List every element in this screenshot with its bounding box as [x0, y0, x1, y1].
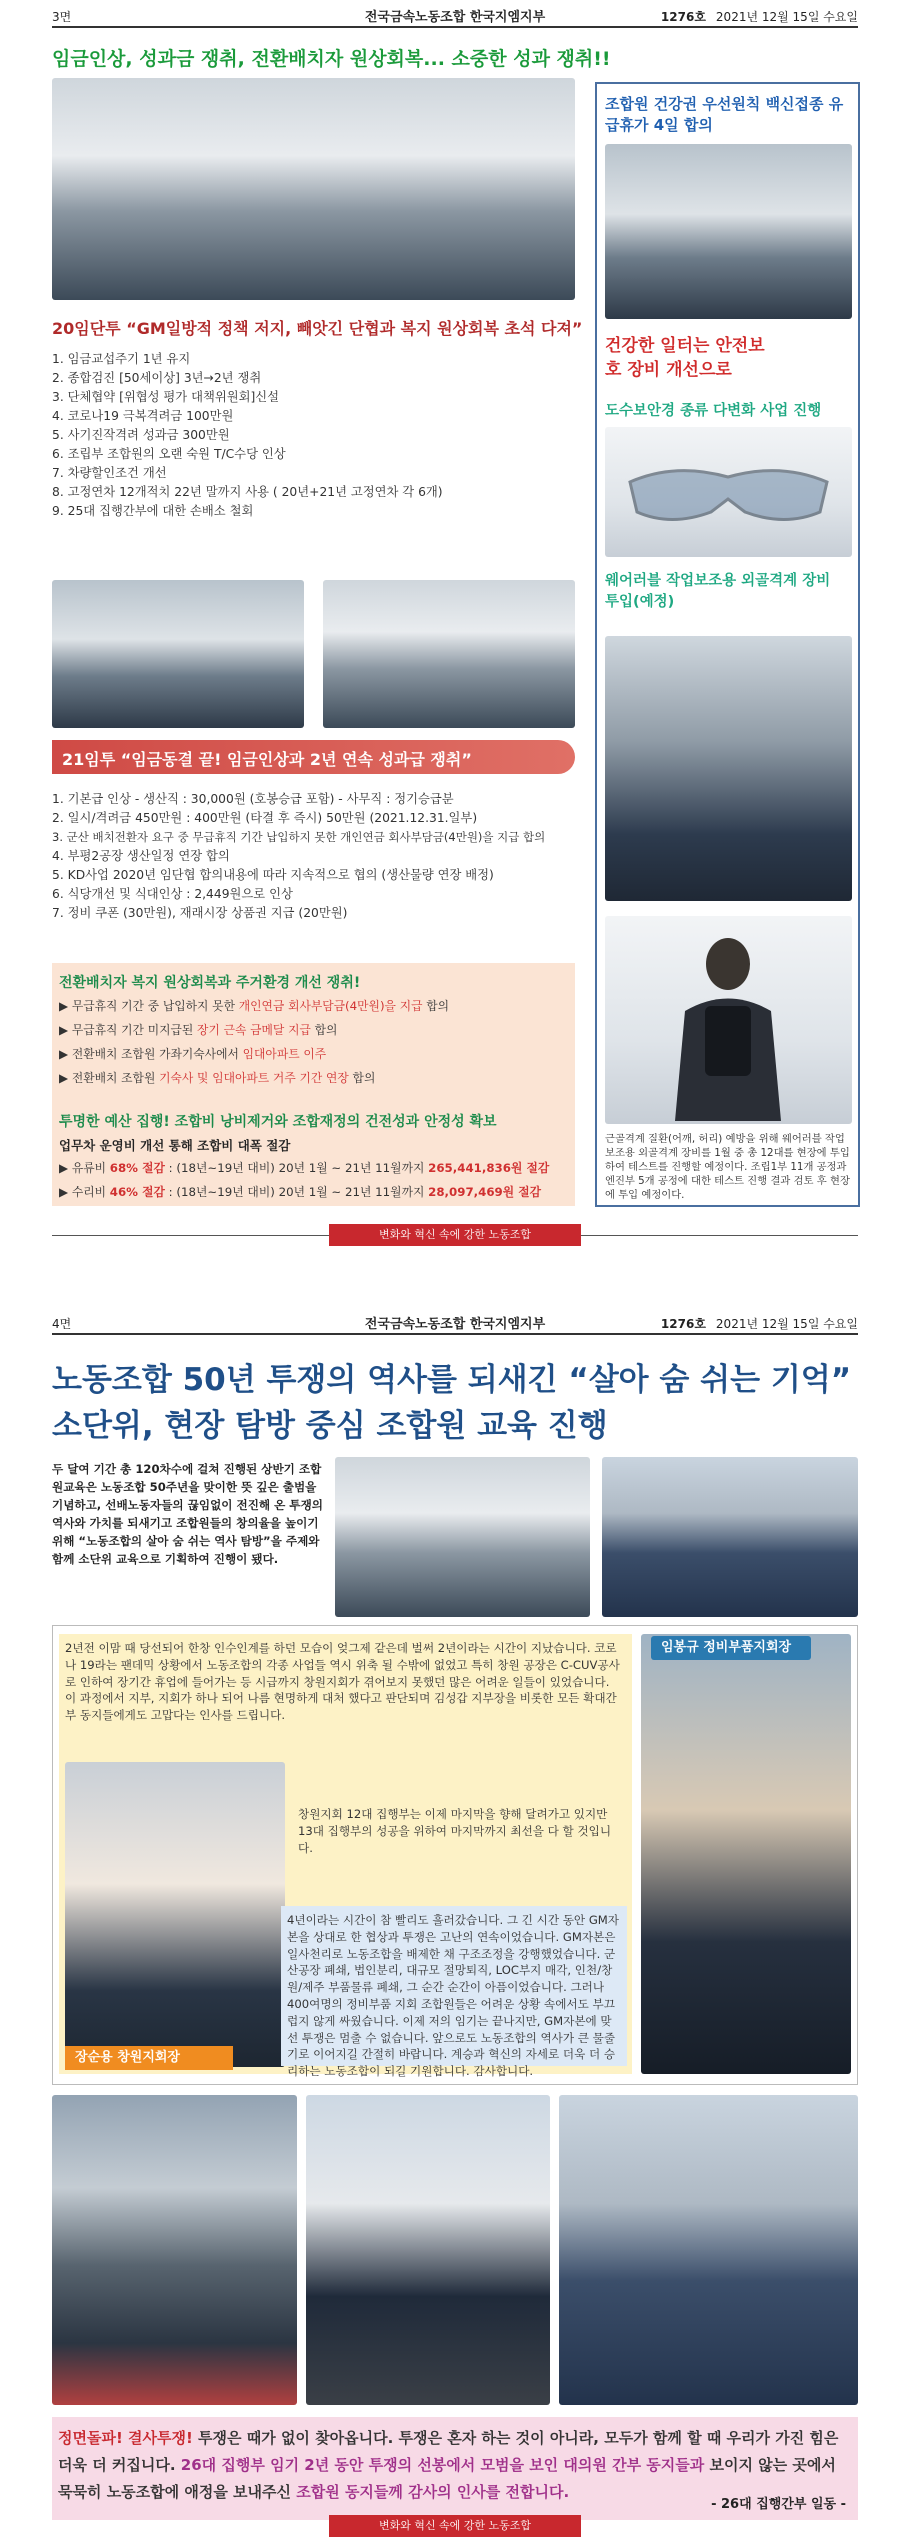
- meeting-photo-left: [52, 580, 304, 728]
- sidebar: [595, 82, 860, 1207]
- vaccine-meeting-photo: [605, 144, 852, 319]
- list-item: 5. KD사업 2020년 임단협 합의내용에 따라 지속적으로 협의 (생산물량 연장 배정): [52, 868, 494, 882]
- wearable-test-photo: [605, 636, 852, 901]
- list-item: 5. 사기진작격려 성과금 300만원: [52, 428, 230, 442]
- budget-subtitle: 업무차 운영비 개선 통해 조합비 대폭 절감: [59, 1138, 291, 1153]
- closing-text: 정면돌파! 결사투쟁! 투쟁은 때가 없이 찾아옵니다. 투쟁은 혼자 하는 것이 아니라, 모두가 함께 할 때 우리가 가진 힘은 더욱 더 커집니다. 26대 집행부 임기 2년 동안 투쟁의 선봉에서 모범을 보인 대의원 간부 동지들과 보이지 않는 곳에서 묵묵히 노동조합에 애정을 보내주신 조합원 동지들께 감사의 인사를 전합니다.: [58, 2429, 839, 2501]
- section20-title: 20임단투 “GM일방적 정책 저지, 빼앗긴 단협과 복지 원상회복 초석 다져”: [52, 319, 583, 338]
- headline-line-2: 소단위, 현장 탐방 중심 조합원 교육 진행: [52, 1408, 608, 1444]
- header-issue: [661, 8, 858, 25]
- list-item: 6. 식당개선 및 식대인상 : 2,449원으로 인상: [52, 887, 293, 901]
- page-3: [0, 0, 908, 1260]
- closing-box: [52, 2417, 858, 2520]
- section20-list: [52, 350, 443, 521]
- negotiation-photo: [52, 78, 575, 300]
- footer-slogan: 변화와 혁신 속에 강한 노동조합: [329, 2515, 581, 2537]
- sidebar-title-glasses: 도수보안경 종류 다변화 사업 진행: [605, 403, 822, 419]
- list-item: 3. 단체협약 [위협성 평가 대책위원회]신설: [52, 390, 280, 404]
- transfer-item: ▶ 무급휴직 기간 중 납입하지 못한 개인연금 회사부담금(4만원)을 지급 합의: [59, 999, 450, 1013]
- page-header: [52, 0, 858, 28]
- list-item: 2. 종합검진 [50세이상] 3년→2년 쟁취: [52, 371, 262, 385]
- list-item: 4. 코로나19 극복격려금 100만원: [52, 409, 234, 423]
- page-header: [52, 1307, 858, 1335]
- education-photo-1: [335, 1457, 590, 1617]
- safety-glasses-photo: [605, 427, 852, 557]
- closing-signature: - 26대 집행간부 일동 -: [711, 2497, 846, 2512]
- caption-lim: 임봉규 정비부품지회장: [651, 1636, 811, 1660]
- meeting-photo-right: [323, 580, 575, 728]
- issue-number: 1276호: [660, 1317, 706, 1331]
- rally-photo-3: [559, 2095, 858, 2405]
- transfer-item: ▶ 무급휴직 기간 미지급된 장기 근속 금메달 지급 합의: [59, 1023, 338, 1037]
- sidebar-title-vaccine: 조합원 건강권 우선원칙 백신접종 유급휴가 4일 합의: [605, 95, 844, 134]
- education-photo-2: [602, 1457, 858, 1617]
- headline-line-1: 노동조합 50년 투쟁의 역사를 되새긴 “살아 숨 쉬는 기억”: [52, 1362, 852, 1398]
- list-item: 6. 조립부 조합원의 오랜 숙원 T/C수당 인상: [52, 447, 286, 461]
- transfer-item: ▶ 전환배치 조합원 가좌기숙사에서 임대아파트 이주: [59, 1047, 327, 1061]
- footer-slogan: 변화와 혁신 속에 강한 노동조합: [329, 1224, 581, 1246]
- issue-date: 2021년 12월 15일 수요일: [715, 10, 858, 24]
- header-issue: [661, 1315, 858, 1332]
- sidebar-title-wearable: 웨어러블 작업보조용 외골격계 장비 투입(예정): [605, 573, 831, 610]
- lead-headline: 임금인상, 성과금 쟁취, 전환배치자 원상회복... 소중한 성과 쟁취!!: [52, 48, 611, 70]
- wearable-vest-photo: [605, 916, 852, 1124]
- caption-jang: 장순용 창원지회장: [65, 2046, 233, 2070]
- list-item: 3. 군산 배치전환자 요구 중 무급휴직 기간 납입하지 못한 개인연금 회사부담금(4만원)을 지급 합의: [52, 830, 546, 844]
- list-item: 1. 기본급 인상 - 생산직 : 30,000원 (호봉승급 포함) - 사무직 : 정기승급분: [52, 792, 454, 806]
- letter-paragraph: 창원지회 12대 집행부는 이제 마지막을 향해 달려가고 있지만 13대 집행부의 성공을 위하여 마지막까지 최선을 다 할 것입니다.: [298, 1807, 612, 1855]
- section21-title: 21임투 “임금동결 끝! 임금인상과 2년 연속 성과급 쟁취”: [62, 750, 472, 769]
- letter-paragraph: 4년이라는 시간이 참 빨리도 흘러갔습니다. 그 긴 시간 동안 GM자본을 상대로 한 협상과 투쟁은 고난의 연속이었습니다. GM자본은 일사천리로 노동조합을 배제한 채 구조조정을 강행했었습니다. 군산공장 폐쇄, 법인분리, 대규모 절망퇴직, LOC부지 매각, 인천/창원/제주 부품물류 폐쇄, 그 순간 순간이 아픔이었습니다. 그러나 400여명의 정비부품 지회 조합원들은 어려운 상황 속에서도 부끄럽지 않게 싸웠습니다. 이제 저의 임기는 끝나지만, GM자본에 맞선 투쟁은 멈출 수 없습니다. 앞으로도 노동조합의 역사가 큰 물줄기로 이어지길 간절히 바랍니다. 계승과 혁신의 자세로 더욱 더 승리하는 노동조합이 되길 기원합니다. 감사합니다.: [287, 1913, 620, 2079]
- farewell-letter-right: [281, 1906, 627, 2079]
- list-item: 1. 임금교섭주기 1년 유지: [52, 352, 191, 366]
- letter-paragraph: 2년전 이맘 때 당선되어 한창 인수인계를 하던 모습이 엊그제 같은데 벌써 2년이라는 시간이 지났습니다. 코로나 19라는 팬데믹 상황에서 노동조합의 각종 사업들 역시 위축 될 수밖에 없었고 특히 창원 공장은 C-CUV공사로 인하여 장기간 휴업에 들어가는 등 시급까지 창원지회가 겪어보지 못했던 많은 어려운 일들이 있었습니다. 이 과정에서 지부, 지회가 하나 되어 나름 현명하게 대처 했다고 판단되며 김성갑 지부장을 비롯한 모든 확대간부 동지들에게도 고맙다는 인사를 드립니다.: [65, 1641, 620, 1723]
- header-org: 전국금속노동조합 한국지엠지부: [364, 10, 546, 25]
- issue-number: 1276호: [660, 10, 706, 24]
- wearable-description: 근골격계 질환(어깨, 허리) 예방을 위해 웨어러블 작업보조용 외골격계 장비를 1월 중 총 12대를 현장에 투입하여 테스트를 진행할 예정이다. 조립1부 11개 공정과 엔진부 5개 공정에 대한 테스트 진행 결과 검토 후 현장에 투입 예정이다.: [605, 1133, 850, 1201]
- sidebar-title-safety: 건강한 일터는 안전보호 장비 개선으로: [605, 336, 765, 380]
- section21-list: [52, 790, 545, 923]
- list-item: 7. 차량할인조건 개선: [52, 466, 167, 480]
- section21-banner: [52, 740, 575, 774]
- page-number: 4면: [52, 1317, 72, 1331]
- list-item: 7. 정비 쿠폰 (30만원), 재래시장 상품권 지급 (20만원): [52, 906, 348, 920]
- farewell-letter-box: [59, 1634, 632, 2079]
- list-item: 9. 25대 집행간부에 대한 손배소 철회: [52, 504, 254, 518]
- page-4: [0, 1295, 908, 2537]
- transfer-item: ▶ 전환배치 조합원 기숙사 및 임대아파트 거주 기간 연장 합의: [59, 1071, 376, 1085]
- list-item: 8. 고정연차 12개적치 22년 말까지 사용 ( 20년+21년 고정연차 각 6개): [52, 485, 443, 499]
- portrait-jang: [65, 1762, 285, 2067]
- issue-date: 2021년 12월 15일 수요일: [715, 1317, 858, 1331]
- budget-row: ▶ 유류비 68% 절감 : (18년~19년 대비) 20년 1월 ~ 21년 11월까지 265,441,836원 절감: [59, 1161, 550, 1175]
- transfer-title: 전환배치자 복지 원상회복과 주거환경 개선 쟁취!: [59, 975, 361, 991]
- list-item: 2. 일시/격려금 450만원 : 400만원 (타결 후 즉시) 50만원 (2021.12.31.일부): [52, 811, 478, 825]
- list-item: 4. 부평2공장 생산일정 연장 합의: [52, 849, 230, 863]
- portrait-lim: [641, 1634, 851, 2074]
- header-org: 전국금속노동조합 한국지엠지부: [364, 1317, 546, 1332]
- rally-photo-2: [306, 2095, 550, 2405]
- page-footer: [52, 1228, 858, 1241]
- budget-title: 투명한 예산 집행! 조합비 낭비제거와 조합재정의 건전성과 안정성 확보: [59, 1114, 497, 1130]
- transfer-box: [52, 963, 575, 1206]
- main-headline: [52, 1357, 851, 1449]
- page-number: 3면: [52, 10, 72, 24]
- budget-row: ▶ 수리비 46% 절감 : (18년~19년 대비) 20년 1월 ~ 21년 11월까지 28,097,469원 절감: [59, 1185, 542, 1199]
- rally-photo-1: [52, 2095, 297, 2405]
- farewell-section: [52, 1625, 858, 2085]
- intro-paragraph: 두 달여 기간 총 120차수에 걸쳐 진행된 상반기 조합원교육은 노동조합 50주년을 맞이한 뜻 깊은 출범을 기념하고, 선배노동자들의 끊임없이 전진해 온 투쟁의 역사와 가치를 되새기고 조합원들의 창의율을 높이기 위해 “노동조합의 살아 숨 쉬는 역사 탐방”을 주제와 함께 소단위 교육으로 기획하여 진행이 됐다.: [52, 1462, 323, 1566]
- glasses-icon: [605, 427, 852, 557]
- exoskeleton-icon: [605, 916, 852, 1124]
